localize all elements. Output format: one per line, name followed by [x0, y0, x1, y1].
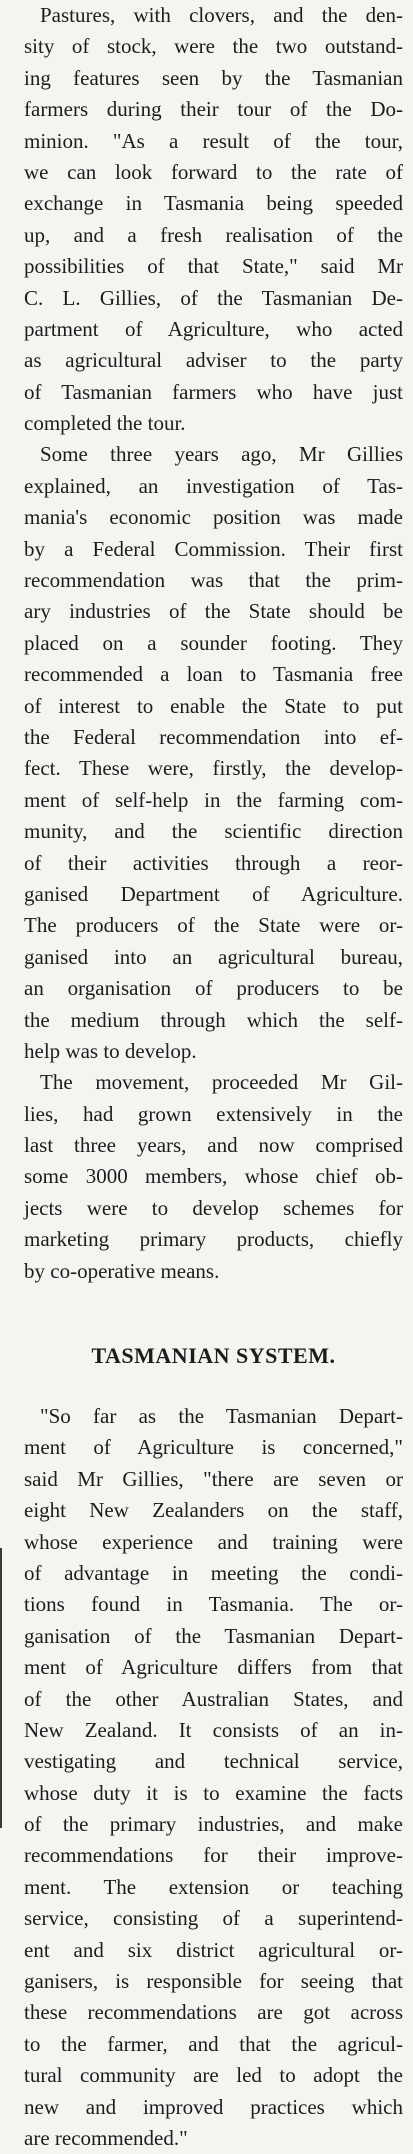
text-line: help was to develop. — [24, 1038, 197, 1063]
article-paragraph — [24, 439, 403, 1067]
text-line: farmers during their tour of the Do- — [24, 97, 403, 122]
text-line: vestigating and technical service, — [24, 1749, 403, 1774]
article-paragraph — [24, 0, 403, 439]
text-line: marketing primary products, chiefly — [24, 1227, 403, 1252]
text-line: to the farmer, and that the agricul- — [24, 2031, 403, 2056]
text-line: new and improved practices which — [24, 2094, 403, 2119]
text-line: recommendations for their improve- — [24, 1843, 403, 1868]
text-line: completed the tour. — [24, 411, 186, 436]
column-rule — [0, 1548, 2, 1828]
text-line: ment of Agriculture differs from that — [24, 1655, 403, 1680]
text-line: sity of stock, were the two outstand- — [24, 34, 403, 59]
article-body-upper — [24, 0, 403, 1287]
article-body-lower — [24, 1401, 403, 2154]
text-line: recommendation was that the prim- — [24, 568, 403, 593]
text-line: Some three years ago, Mr Gillies — [40, 442, 403, 467]
text-line: eight New Zealanders on the staff, — [24, 1498, 403, 1523]
text-line: by a Federal Commission. Their first — [24, 536, 403, 561]
text-line: ganised Department of Agriculture. — [24, 881, 403, 906]
text-line: ment of Agriculture is concerned," — [24, 1435, 403, 1460]
text-line: of Tasmanian farmers who have just — [24, 379, 403, 404]
text-line: up, and a fresh realisation of the — [24, 222, 403, 247]
text-line: ganisers, is responsible for seeing that — [24, 1969, 403, 1994]
text-line: placed on a sounder footing. They — [24, 630, 403, 655]
text-line: whose duty it is to examine the facts — [24, 1780, 403, 1805]
text-line: are recommended." — [24, 2126, 188, 2150]
text-line: ary industries of the State should be — [24, 599, 403, 624]
article-paragraph — [24, 1067, 403, 1287]
text-line: munity, and the scientific direction — [24, 819, 403, 844]
text-line: recommended a loan to Tasmania free — [24, 662, 403, 687]
text-line: C. L. Gillies, of the Tasmanian De- — [24, 285, 403, 310]
text-line: of advantage in meeting the condi- — [24, 1560, 403, 1585]
text-line: of the other Australian States, and — [24, 1686, 403, 1711]
text-line: as agricultural adviser to the party — [24, 348, 403, 373]
text-line: tural community are led to adopt the — [24, 2063, 403, 2088]
text-line: The movement, proceeded Mr Gil- — [40, 1070, 403, 1095]
text-line: ment of self-help in the farming com- — [24, 787, 403, 812]
text-line: of interest to enable the State to put — [24, 693, 403, 718]
text-line: jects were to develop schemes for — [24, 1195, 403, 1220]
text-line: exchange in Tasmania being speeded — [24, 191, 403, 216]
text-line: ing features seen by the Tasmanian — [24, 65, 403, 90]
text-line: "So far as the Tasmanian Depart- — [40, 1404, 403, 1429]
text-line: explained, an investigation of Tas- — [24, 473, 403, 498]
text-line: ganised into an agricultural bureau, — [24, 944, 403, 969]
text-line: ment. The extension or teaching — [24, 1874, 403, 1899]
text-line: lies, had grown extensively in the — [24, 1101, 403, 1126]
text-line: the medium through which the self- — [24, 1007, 403, 1032]
text-line: some 3000 members, whose chief ob- — [24, 1164, 403, 1189]
text-line: fect. These were, firstly, the develop- — [24, 756, 403, 781]
text-line: an organisation of producers to be — [24, 976, 403, 1001]
text-line: possibilities of that State," said Mr — [24, 254, 403, 279]
text-line: tions found in Tasmania. The or- — [24, 1592, 403, 1617]
section-heading: TASMANIAN SYSTEM. — [91, 1343, 336, 1369]
text-line: New Zealand. It consists of an in- — [24, 1717, 403, 1742]
text-line: Pastures, with clovers, and the den- — [40, 3, 403, 27]
text-line: mania's economic position was made — [24, 505, 403, 530]
text-line: said Mr Gillies, "there are seven or — [24, 1466, 403, 1491]
text-line: of their activities through a reor- — [24, 850, 403, 875]
text-line: minion. "As a result of the tour, — [24, 128, 403, 153]
text-line: these recommendations are got across — [24, 2000, 403, 2025]
text-line: by co-operative means. — [24, 1258, 220, 1283]
text-line: The producers of the State were or- — [24, 913, 403, 938]
text-line: service, consisting of a superintend- — [24, 1906, 403, 1931]
text-line: whose experience and training were — [24, 1529, 403, 1554]
text-line: ent and six district agricultural or- — [24, 1937, 403, 1962]
text-line: last three years, and now comprised — [24, 1133, 403, 1158]
text-line: partment of Agriculture, who acted — [24, 316, 403, 341]
article-paragraph — [24, 1401, 403, 2154]
text-line: of the primary industries, and make — [24, 1812, 403, 1837]
text-line: the Federal recommendation into ef- — [24, 724, 403, 749]
text-line: we can look forward to the rate of — [24, 159, 403, 184]
text-line: ganisation of the Tasmanian Depart- — [24, 1623, 403, 1648]
